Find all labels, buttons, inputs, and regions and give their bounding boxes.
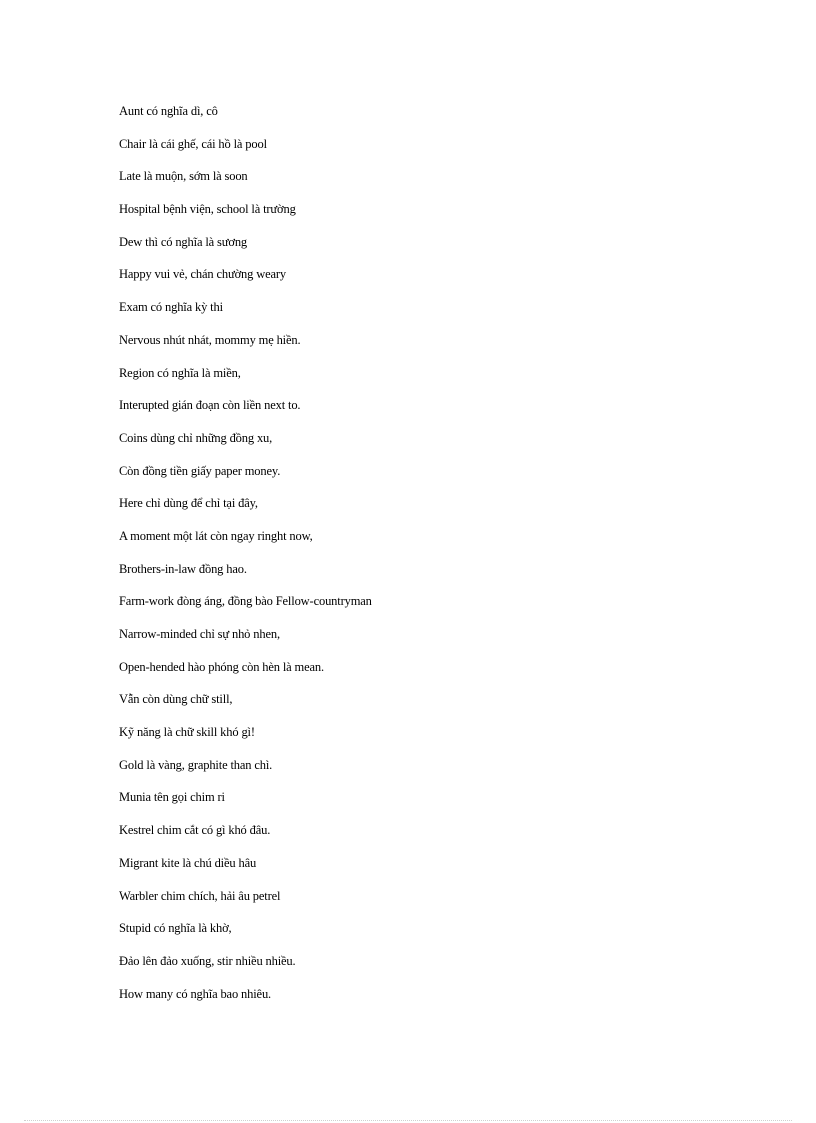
poem-line: Open-hended hào phóng còn hèn là mean. [119,659,324,674]
poem-line: Kỹ năng là chữ skill khó gì! [119,725,255,740]
poem-line: Exam có nghĩa kỳ thi [119,300,223,315]
poem-line: Aunt có nghĩa dì, cô [119,104,218,118]
poem-line: How many có nghĩa bao nhiêu. [119,986,272,1001]
poem-line: Migrant kite là chú diều hâu [119,855,257,870]
poem-line: Kestrel chim cắt có gì khó đâu. [119,823,271,838]
poem-line: Region có nghĩa là miền, [119,365,241,380]
poem-line: Brothers-in-law đồng hao. [119,561,247,576]
poem-line: Coins dùng chỉ những đồng xu, [119,430,273,445]
poem-line: Stupid có nghĩa là khờ, [119,921,232,936]
poem-line: Vẫn còn dùng chữ still, [119,692,233,707]
poem-line: Chair là cái ghế, cái hồ là pool [119,136,267,151]
poem-line: Warbler chim chích, hải âu petrel [119,888,281,903]
poem-line: Late là muộn, sớm là soon [119,169,248,184]
vocabulary-poem [119,102,739,1017]
poem-line: Đảo lên đảo xuống, stir nhiều nhiều. [119,953,296,968]
poem-line: Interupted gián đoạn còn liền next to. [119,398,301,413]
poem-line: A moment một lát còn ngay ringht now, [119,528,313,543]
poem-line: Here chỉ dùng để chỉ tại đây, [119,496,258,511]
poem-line: Dew thì có nghĩa là sương [119,234,248,249]
poem-line: Hospital bệnh viện, school là trường [119,202,296,217]
poem-line: Happy vui vẻ, chán chường weary [119,267,287,282]
poem-line: Gold là vàng, graphite than chì. [119,757,273,772]
page-bottom-rule [24,1120,792,1121]
poem-line: Munia tên gọi chim ri [119,790,225,805]
poem-line: Nervous nhút nhát, mommy mẹ hiền. [119,332,301,347]
poem-line: Farm-work đòng áng, đồng bào Fellow-countryman [119,594,372,609]
poem-line: Còn đồng tiền giấy paper money. [119,463,281,478]
poem-line: Narrow-minded chỉ sự nhỏ nhen, [119,627,280,641]
